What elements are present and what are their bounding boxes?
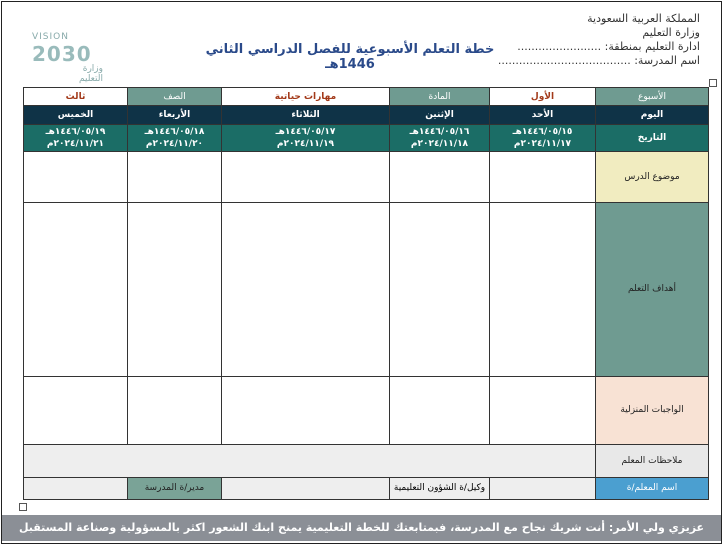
date-gregorian: ٢٠٢٤/١١/١٧م <box>513 139 572 150</box>
date-thursday <box>24 125 128 152</box>
homework-label: الواجبات المنزلية <box>596 377 709 444</box>
teacher-name-cell[interactable] <box>490 477 596 499</box>
objectives-label: أهداف التعلم <box>596 202 709 376</box>
weekly-plan-table <box>23 87 708 500</box>
principal-label: مدير/ة المدرسة <box>128 477 222 499</box>
objectives-cell[interactable] <box>390 202 490 376</box>
date-tuesday <box>222 125 390 152</box>
date-wednesday <box>128 125 222 152</box>
date-hijri: ١٤٤٦/٠٥/١٦هـ <box>409 127 470 138</box>
table-resize-handle[interactable] <box>19 503 27 511</box>
date-gregorian: ٢٠٢٤/١١/١٩م <box>276 139 335 150</box>
objectives-cell[interactable] <box>222 202 390 376</box>
day-name-sunday: الأحد <box>490 106 596 125</box>
logo-vision-text: VISION <box>32 32 69 42</box>
week-value[interactable]: الأول <box>490 88 596 106</box>
homework-cell[interactable] <box>490 377 596 444</box>
lesson-topic-label: موضوع الدرس <box>596 152 709 202</box>
lesson-topic-cell[interactable] <box>222 152 390 202</box>
day-name-monday: الإثنين <box>390 106 490 125</box>
week-label: الأسبوع <box>596 88 709 106</box>
objectives-cell[interactable] <box>490 202 596 376</box>
logo-ministry-text: وزارة التعليم <box>79 64 103 84</box>
deputy-label: وكيل/ة الشؤون التعليمية <box>390 477 490 499</box>
objectives-cell[interactable] <box>24 202 128 376</box>
day-name-wednesday: الأربعاء <box>128 106 222 125</box>
homework-cell[interactable] <box>24 377 128 444</box>
teacher-notes-label: ملاحظات المعلم <box>596 444 709 477</box>
lesson-topic-cell[interactable] <box>490 152 596 202</box>
homework-cell[interactable] <box>222 377 390 444</box>
grade-label: الصف <box>128 88 222 106</box>
date-label: التاريخ <box>596 125 709 152</box>
page-title: خطة التعلم الأسبوعية للفصل الدراسي الثاني 1446هـ <box>205 42 495 72</box>
kingdom-label: المملكة العربية السعودية <box>587 12 700 25</box>
lesson-topic-cell[interactable] <box>390 152 490 202</box>
date-gregorian: ٢٠٢٤/١١/١٨م <box>410 139 469 150</box>
ministry-label: وزارة التعليم <box>642 26 700 39</box>
date-hijri: ١٤٤٦/٠٥/١٨هـ <box>144 127 205 138</box>
subject-value[interactable]: مهارات حياتية <box>222 88 390 106</box>
day-name-thursday: الخميس <box>24 106 128 125</box>
date-gregorian: ٢٠٢٤/١١/٢١م <box>46 139 105 150</box>
objectives-cell[interactable] <box>128 202 222 376</box>
deputy-cell[interactable] <box>222 477 390 499</box>
date-sunday <box>490 125 596 152</box>
homework-cell[interactable] <box>128 377 222 444</box>
homework-cell[interactable] <box>390 377 490 444</box>
date-hijri: ١٤٤٦/٠٥/١٥هـ <box>512 127 573 138</box>
header-info <box>498 12 700 68</box>
grade-value[interactable]: ثالث <box>24 88 128 106</box>
subject-label: المادة <box>390 88 490 106</box>
lesson-topic-cell[interactable] <box>128 152 222 202</box>
day-label: اليوم <box>596 106 709 125</box>
region-field: ادارة التعليم بمنطقة: ........................ <box>517 40 700 53</box>
day-name-tuesday: الثلاثاء <box>222 106 390 125</box>
date-monday <box>390 125 490 152</box>
lesson-topic-cell[interactable] <box>24 152 128 202</box>
date-hijri: ١٤٤٦/٠٥/١٩هـ <box>45 127 106 138</box>
logo-year-text: 2030 <box>32 42 92 66</box>
vision-2030-logo <box>28 28 103 84</box>
principal-cell[interactable] <box>24 477 128 499</box>
parent-message-footer: عزيزي ولي الأمر: أنت شريك نجاح مع المدرسة، فبمتابعتك للخطة التعليمية يمنح ابنك الشعور اكثر بالمسؤولية وصناعة المستقبل <box>2 515 721 541</box>
table-move-handle[interactable] <box>709 79 717 87</box>
school-field: اسم المدرسة: ...................................... <box>497 54 700 67</box>
date-gregorian: ٢٠٢٤/١١/٢٠م <box>145 139 204 150</box>
teacher-name-label: اسم المعلم/ة <box>596 477 709 499</box>
teacher-notes-cell[interactable] <box>24 444 596 477</box>
date-hijri: ١٤٤٦/٠٥/١٧هـ <box>275 127 336 138</box>
